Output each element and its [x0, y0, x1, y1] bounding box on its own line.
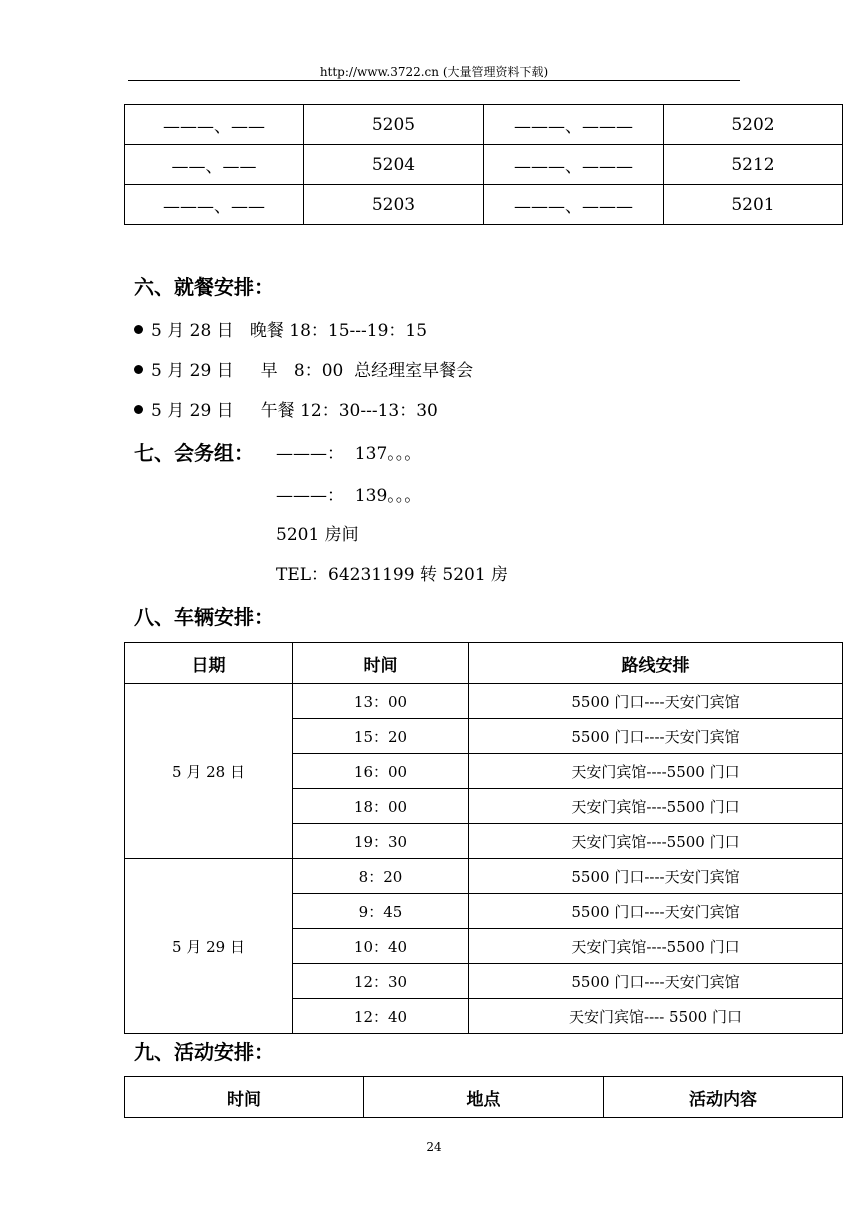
time-cell: 16：00 [293, 754, 469, 789]
time-cell: 15：20 [293, 719, 469, 754]
time-cell: 12：40 [293, 999, 469, 1034]
column-header-time: 时间 [293, 643, 469, 684]
column-header-date: 日期 [125, 643, 293, 684]
table-cell: 5201 [664, 185, 843, 225]
time-cell: 10：40 [293, 929, 469, 964]
table-cell: 5202 [664, 105, 843, 145]
page-header: http://www.3722.cn (大量管理资料下载) [319, 65, 549, 79]
route-cell: 天安门宾馆----5500 门口 [469, 824, 843, 859]
column-header-content: 活动内容 [604, 1077, 843, 1118]
table-cell: ———、—— [125, 105, 304, 145]
table-cell: ———、——— [484, 185, 664, 225]
route-cell: 天安门宾馆----5500 门口 [469, 754, 843, 789]
date-cell: 5 月 28 日 [125, 684, 293, 859]
route-cell: 5500 门口----天安门宾馆 [469, 894, 843, 929]
table-cell: 5204 [304, 145, 484, 185]
route-cell: 天安门宾馆----5500 门口 [469, 929, 843, 964]
route-cell: 5500 门口----天安门宾馆 [469, 719, 843, 754]
time-cell: 8：20 [293, 859, 469, 894]
vehicles-heading: 八、车辆安排： [134, 605, 274, 629]
time-cell: 18：00 [293, 789, 469, 824]
table-cell: ——、—— [125, 145, 304, 185]
dining-item-text: 5 月 29 日 午餐 12：30---13：30 [151, 401, 438, 421]
activities-heading: 九、活动安排： [134, 1040, 274, 1064]
affairs-line: 5201 房间 [276, 525, 359, 545]
bullet-icon [134, 365, 143, 374]
header-rule [128, 80, 740, 81]
time-cell: 9：45 [293, 894, 469, 929]
vehicle-table [124, 642, 843, 1034]
dining-heading: 六、就餐安排： [134, 275, 274, 299]
table-cell: ———、——— [484, 105, 664, 145]
route-cell: 5500 门口----天安门宾馆 [469, 964, 843, 999]
affairs-line: ———： 139。。。 [276, 486, 422, 506]
date-cell: 5 月 29 日 [125, 859, 293, 1034]
dining-item [134, 396, 438, 421]
time-cell: 19：30 [293, 824, 469, 859]
affairs-line: TEL：64231199 转 5201 房 [276, 565, 509, 585]
table-row [125, 185, 843, 225]
dining-item-text: 5 月 28 日 晚餐 18：15---19：15 [151, 321, 428, 341]
bullet-icon [134, 325, 143, 334]
activity-table [124, 1076, 843, 1118]
affairs-line: ———： 137。。。 [276, 444, 422, 464]
table-row [125, 859, 843, 894]
route-cell: 天安门宾馆----5500 门口 [469, 789, 843, 824]
bullet-icon [134, 405, 143, 414]
column-header-route: 路线安排 [469, 643, 843, 684]
page-number: 24 [426, 1140, 442, 1154]
table-cell: 5205 [304, 105, 484, 145]
route-cell: 天安门宾馆---- 5500 门口 [469, 999, 843, 1034]
dining-item [134, 356, 473, 381]
table-row [125, 684, 843, 719]
route-cell: 5500 门口----天安门宾馆 [469, 684, 843, 719]
table-row [125, 145, 843, 185]
time-cell: 12：30 [293, 964, 469, 999]
table-cell: 5203 [304, 185, 484, 225]
table-row [125, 105, 843, 145]
dining-item-text: 5 月 29 日 早 8：00 总经理室早餐会 [151, 361, 474, 381]
rooms-table [124, 104, 843, 225]
dining-item [134, 316, 427, 341]
table-cell: 5212 [664, 145, 843, 185]
route-cell: 5500 门口----天安门宾馆 [469, 859, 843, 894]
column-header-place: 地点 [364, 1077, 604, 1118]
table-cell: ———、——— [484, 145, 664, 185]
affairs-heading: 七、会务组： [134, 441, 254, 465]
column-header-time: 时间 [125, 1077, 364, 1118]
time-cell: 13：00 [293, 684, 469, 719]
table-cell: ———、—— [125, 185, 304, 225]
